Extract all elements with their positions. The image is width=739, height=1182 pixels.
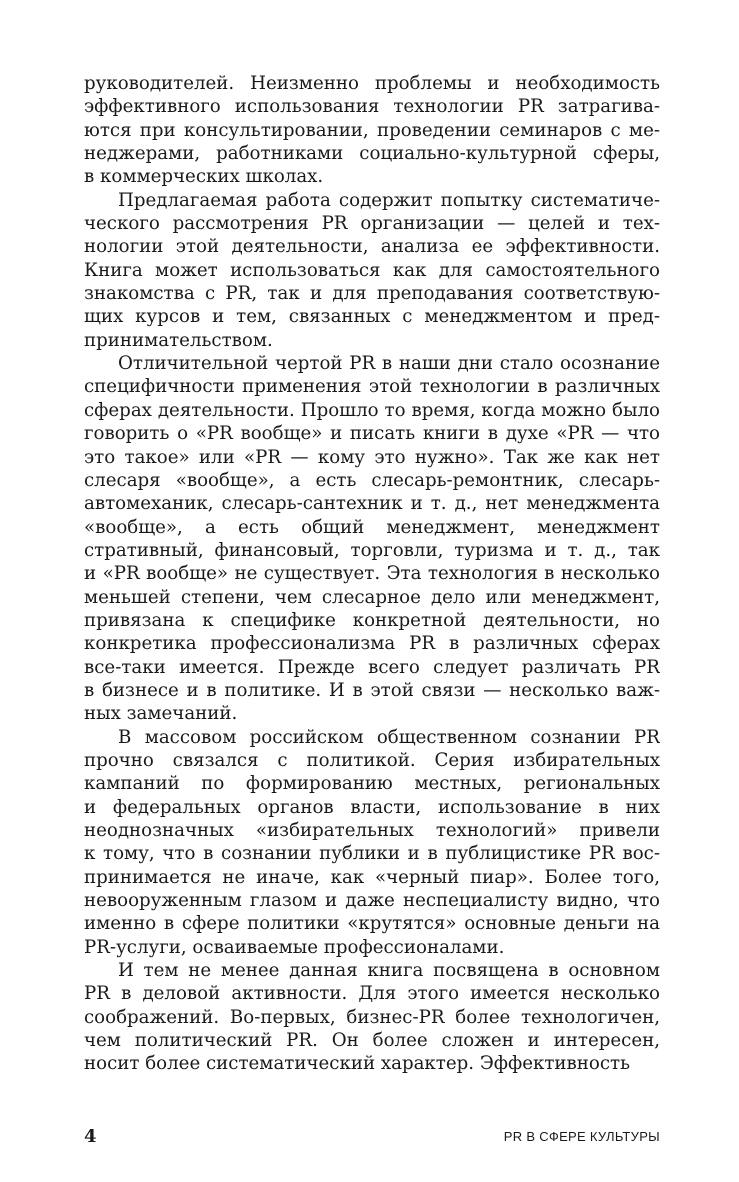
text-line: принимается не иначе, как «черный пиар». Более того, xyxy=(84,866,660,888)
text-line: прочно связался с политикой. Серия избирательных xyxy=(84,749,660,771)
text-line: PR-услуги, осваиваемые профессионалами. xyxy=(84,936,505,958)
paragraph xyxy=(84,726,660,959)
page-footer xyxy=(84,1126,660,1150)
body-text xyxy=(84,72,660,1076)
text-line: неджерами, работниками социально-культурной сферы, xyxy=(84,143,660,165)
text-line: и «PR вообще» не существует. Эта технология в несколько xyxy=(84,563,660,585)
text-line: нологии этой деятельности, анализа ее эффективности. xyxy=(84,236,660,258)
paragraph xyxy=(84,352,660,726)
text-line: ются при консультировании, проведении семинаров с ме- xyxy=(84,119,660,141)
text-line: Отличительной чертой PR в наши дни стало осознание xyxy=(118,353,660,375)
text-line: все-таки имеется. Прежде всего следует различать PR xyxy=(84,656,660,678)
text-line: Книга может использоваться как для самостоятельного xyxy=(84,259,660,281)
text-line: кампаний по формированию местных, региональных xyxy=(84,773,660,795)
text-line: ческого рассмотрения PR организации — целей и тех- xyxy=(84,213,660,235)
text-line: знакомства с PR, так и для преподавания соответствую- xyxy=(84,283,660,305)
page-number: 4 xyxy=(84,1126,97,1147)
text-line: и федеральных органов власти, использование в них xyxy=(84,796,660,818)
text-line: неоднозначных «избирательных технологий» привели xyxy=(84,820,660,841)
text-line: ных замечаний. xyxy=(84,703,238,725)
text-line: именно в сфере политики «крутятся» основные деньги на xyxy=(84,913,660,935)
text-line: И тем не менее данная книга посвящена в основном xyxy=(118,960,660,982)
text-line: это такое» или «PR — кому это нужно». Так же как нет xyxy=(84,446,660,468)
paragraph xyxy=(84,959,660,1076)
text-line: специфичности применения этой технологии в различных xyxy=(84,376,660,398)
text-line: говорить о «PR вообще» и писать книги в духе «PR — что xyxy=(84,423,660,445)
text-line: сферах деятельности. Прошло то время, когда можно было xyxy=(84,399,660,421)
text-line: щих курсов и тем, связанных с менеджментом и пред- xyxy=(84,306,660,328)
text-line: эффективного использования технологии PR затрагива- xyxy=(84,96,660,118)
text-line: слесаря «вообще», а есть слесарь-ремонтник, слесарь- xyxy=(84,469,660,491)
text-line: стративный, финансовый, торговли, туризма и т. д., так xyxy=(84,539,660,561)
text-line: принимательством. xyxy=(84,329,273,351)
text-line: невооруженным глазом и даже неспециалисту видно, что xyxy=(84,890,660,912)
text-line: конкретика профессионализма PR в различных сферах xyxy=(84,633,660,655)
text-line: привязана к специфике конкретной деятельности, но xyxy=(84,609,660,631)
paragraph xyxy=(84,72,660,189)
text-line: В массовом российском общественном сознании PR xyxy=(118,726,660,748)
text-line: к тому, что в сознании публики и в публицистике PR вос- xyxy=(84,843,660,865)
text-line: PR в деловой активности. Для этого имеется несколько xyxy=(84,983,660,1005)
text-line: «вообще», а есть общий менеджмент, менеджмент xyxy=(84,516,660,538)
text-line: меньшей степени, чем слесарное дело или менеджмент, xyxy=(84,586,660,608)
text-line: руководителей. Неизменно проблемы и необходимость xyxy=(84,73,660,94)
running-title: PR В СФЕРЕ КУЛЬТУРЫ xyxy=(503,1129,660,1144)
text-line: автомеханик, слесарь-сантехник и т. д., нет менеджмента xyxy=(84,493,660,515)
text-line: в коммерческих школах. xyxy=(84,166,324,188)
text-line: носит более систематический характер. Эффективность xyxy=(84,1053,630,1075)
text-line: чем политический PR. Он более сложен и интересен, xyxy=(84,1030,660,1052)
text-line: соображений. Во-первых, бизнес-PR более технологичен, xyxy=(84,1006,660,1028)
text-line: Предлагаемая работа содержит попытку систематиче- xyxy=(118,189,660,211)
text-line: в бизнесе и в политике. И в этой связи — несколько важ- xyxy=(84,679,660,701)
paragraph xyxy=(84,189,660,352)
